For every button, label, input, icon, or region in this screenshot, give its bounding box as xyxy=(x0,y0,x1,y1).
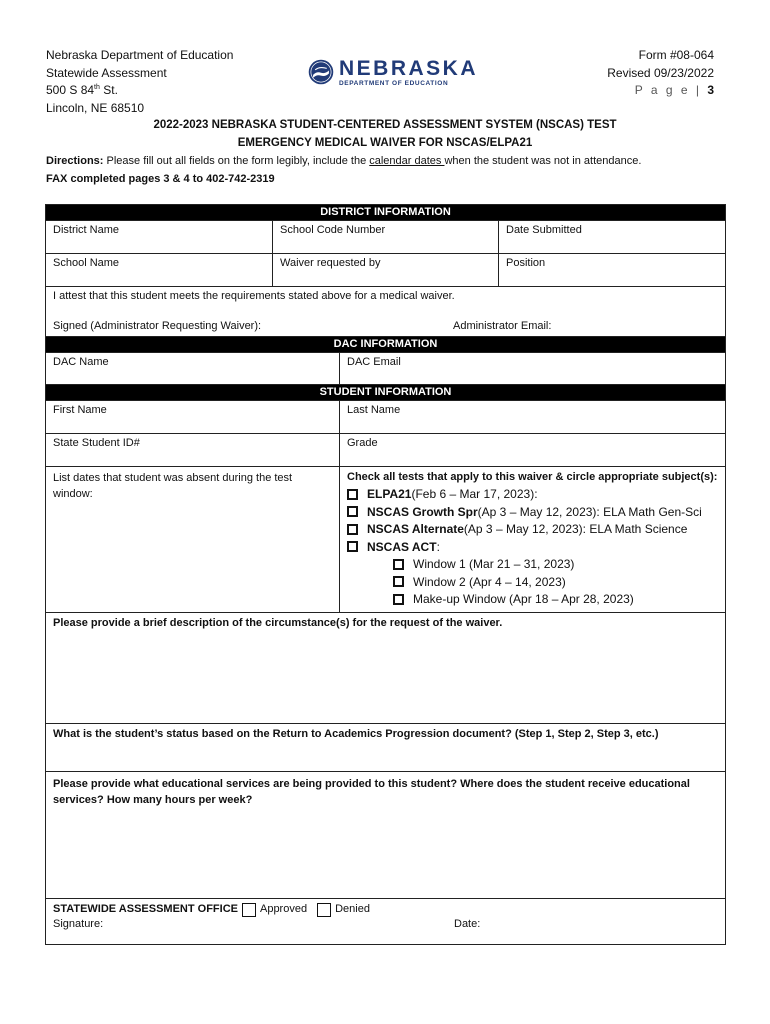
waiver-form xyxy=(45,204,726,945)
tests-checklist-heading: Check all tests that apply to this waiver & circle appropriate subject(s): xyxy=(347,471,718,483)
attestation-text: I attest that this student meets the requirements stated above for a medical waiver. xyxy=(53,290,455,302)
last-name-field[interactable]: Last Name xyxy=(339,401,725,433)
form-number: Form #08-064 xyxy=(638,48,714,62)
district-info-heading: DISTRICT INFORMATION xyxy=(46,205,725,220)
checkbox-icon[interactable] xyxy=(347,489,358,500)
org-name: Nebraska Department of Education xyxy=(46,48,234,62)
test-option-elpa21[interactable]: ELPA21 (Feb 6 – Mar 17, 2023): xyxy=(347,486,718,503)
date-field[interactable]: Date: xyxy=(454,918,481,930)
act-makeup-window[interactable]: Make-up Window (Apr 18 – Apr 28, 2023) xyxy=(347,591,718,608)
office-use-section xyxy=(46,899,725,944)
logo-subtitle: DEPARTMENT OF EDUCATION xyxy=(338,79,449,87)
educational-services-field[interactable]: Please provide what educational services are being provided to this student? Where does the student receive educational services? How many hours per week? xyxy=(53,778,690,806)
circumstance-field[interactable]: Please provide a brief description of the circumstance(s) for the request of the waiver. xyxy=(53,617,503,629)
student-info-heading: STUDENT INFORMATION xyxy=(46,385,725,400)
first-name-field[interactable]: First Name xyxy=(53,404,107,416)
admin-email-field[interactable]: Administrator Email: xyxy=(453,320,552,332)
dac-email-field[interactable]: DAC Email xyxy=(339,353,725,384)
nebraska-seal-icon xyxy=(308,54,334,90)
tests-checklist xyxy=(339,467,725,612)
form-title: 2022-2023 NEBRASKA STUDENT-CENTERED ASSESSMENT SYSTEM (NSCAS) TEST xyxy=(153,119,617,131)
school-name-field[interactable]: School Name xyxy=(53,257,120,269)
logo-wordmark: NEBRASKA xyxy=(338,56,478,80)
checkbox-icon[interactable] xyxy=(393,576,404,587)
fax-instruction: FAX completed pages 3 & 4 to 402-742-2319 xyxy=(46,173,275,185)
checkbox-icon[interactable] xyxy=(393,559,404,570)
denied-checkbox-icon[interactable] xyxy=(317,903,331,917)
directions: Directions: Please fill out all fields on the form legibly, include the calendar dates when the student was not in attendance. xyxy=(46,155,642,167)
date-submitted-field[interactable]: Date Submitted xyxy=(498,221,725,253)
city-zip: Lincoln, NE 68510 xyxy=(46,100,145,115)
absent-dates-field[interactable]: List dates that student was absent during the test window: xyxy=(53,472,293,500)
approved-checkbox-icon[interactable] xyxy=(242,903,256,917)
org-division: Statewide Assessment xyxy=(46,65,167,80)
test-option-nscas-growth[interactable]: NSCAS Growth Spr (Ap 3 – May 12, 2023): ELA Math Gen-Sci xyxy=(347,504,718,521)
revised-date: Revised 09/23/2022 xyxy=(607,65,714,80)
position-field[interactable]: Position xyxy=(498,254,725,286)
act-window-1[interactable]: Window 1 (Mar 21 – 31, 2023) xyxy=(347,556,718,573)
street-address: 500 S 84th St. xyxy=(46,83,118,97)
form-meta xyxy=(607,47,714,100)
signature-field[interactable]: Signature: xyxy=(53,918,104,930)
denied-label: Denied xyxy=(335,903,370,915)
approved-label: Approved xyxy=(259,903,308,915)
attestation-section xyxy=(46,287,725,336)
dac-name-field[interactable]: DAC Name xyxy=(53,356,109,368)
form-subtitle: EMERGENCY MEDICAL WAIVER FOR NSCAS/ELPA21 xyxy=(237,137,533,149)
test-option-nscas-act[interactable]: NSCAS ACT : xyxy=(347,539,718,556)
signed-field[interactable]: Signed (Administrator Requesting Waiver): xyxy=(53,320,262,332)
page-number: P a g e | 3 xyxy=(634,83,714,97)
act-window-2[interactable]: Window 2 (Apr 4 – 14, 2023) xyxy=(347,574,718,591)
office-label: STATEWIDE ASSESSMENT OFFICE xyxy=(53,903,238,915)
nde-logo xyxy=(308,52,478,92)
checkbox-icon[interactable] xyxy=(347,524,358,535)
dac-info-heading: DAC INFORMATION xyxy=(46,337,725,352)
waiver-requested-by-field[interactable]: Waiver requested by xyxy=(272,254,498,286)
checkbox-icon[interactable] xyxy=(347,506,358,517)
school-code-field[interactable]: School Code Number xyxy=(272,221,498,253)
checkbox-icon[interactable] xyxy=(347,541,358,552)
district-name-field[interactable]: District Name xyxy=(53,224,120,236)
state-student-id-field[interactable]: State Student ID# xyxy=(53,437,140,449)
progression-status-field[interactable]: What is the student’s status based on the Return to Academics Progression document? (Step 1, Step 2, Step 3, etc.) xyxy=(53,728,659,740)
org-address xyxy=(46,47,233,117)
checkbox-icon[interactable] xyxy=(393,594,404,605)
grade-field[interactable]: Grade xyxy=(339,434,725,466)
test-option-nscas-alternate[interactable]: NSCAS Alternate (Ap 3 – May 12, 2023): ELA Math Science xyxy=(347,521,718,538)
